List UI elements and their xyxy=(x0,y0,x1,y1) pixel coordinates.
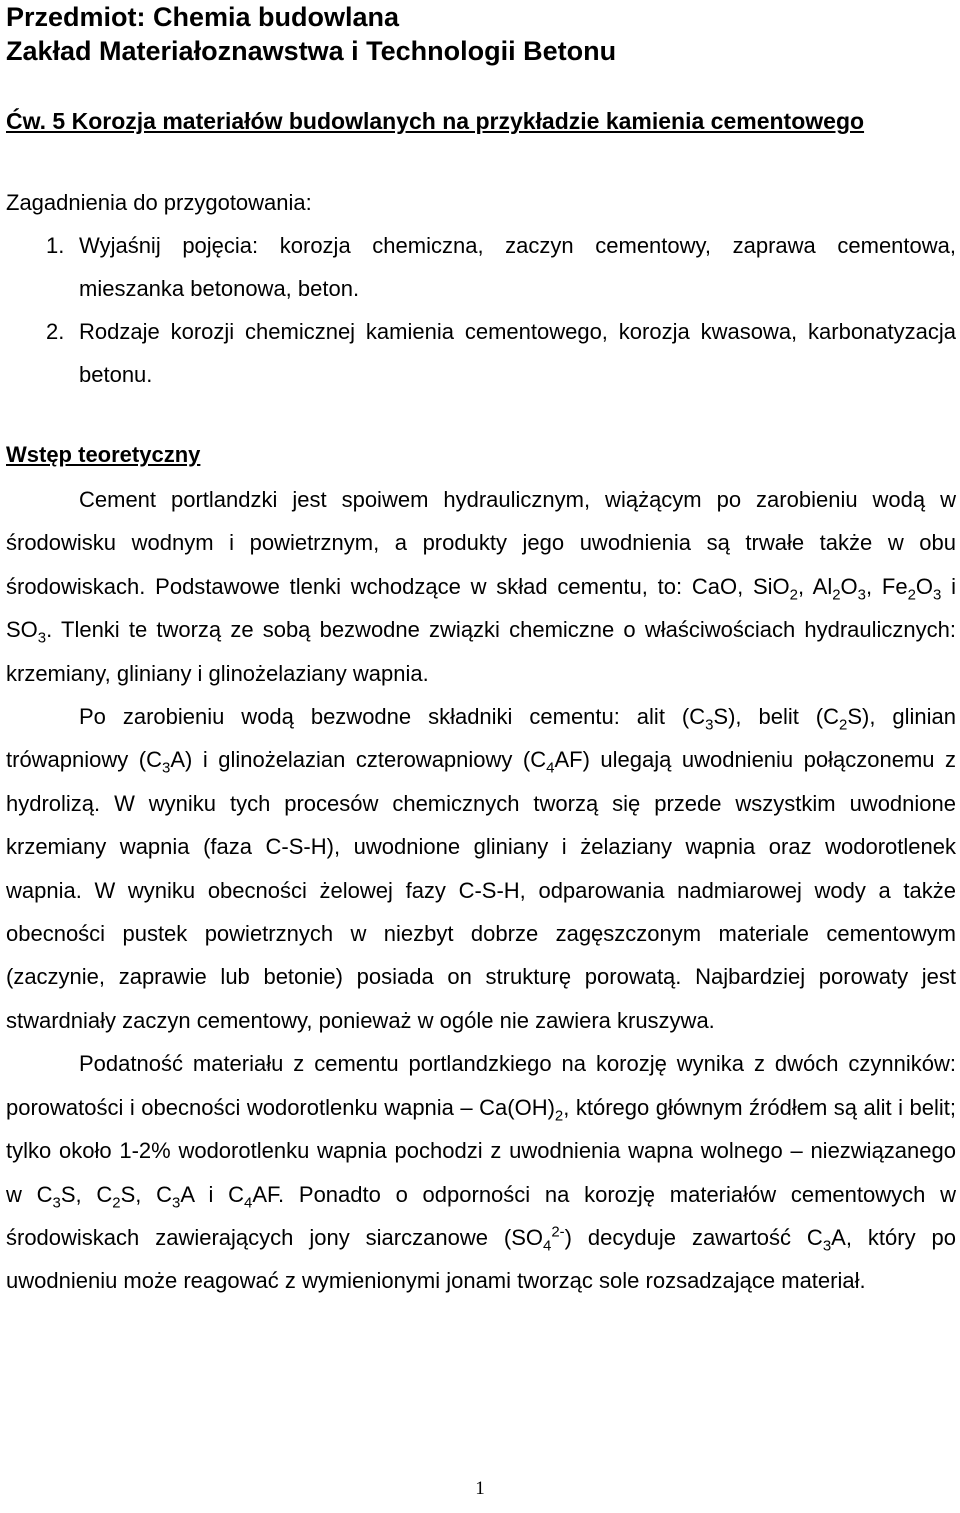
section-title: Wstęp teoretyczny xyxy=(6,442,201,467)
list-item-text: Rodzaje korozji chemicznej kamienia cementowego, korozja kwasowa, karbonatyzacja betonu. xyxy=(79,319,956,387)
department-name: Zakład Materiałoznawstwa i Technologii Betonu xyxy=(6,36,617,66)
preparation-heading: Zagadnienia do przygotowania: xyxy=(6,190,312,215)
intro-body xyxy=(6,478,956,1303)
paragraph: Cement portlandzki jest spoiwem hydraulicznym, wiążącym po zarobieniu wodą w środowisku wodnym i powietrznym, a produkty jego uwodnienia są trwałe także w obu środowiskach. Podstawowe tlenki wchodzące w skład cementu, to: CaO, SiO$_2$, $Al_2O_3$, $Fe_2O_3$ i $SO_3$. Tlenki te tworzą ze sobą bezwodne związki chemiczne o właściwościach hydraulicznych: krzemiany, gliniany i glinożelaziany wapnia. xyxy=(6,487,956,686)
subject-title: Przedmiot: Chemia budowlana xyxy=(6,2,400,32)
preparation-item xyxy=(6,224,956,310)
paragraph: Po zarobieniu wodą bezwodne składniki cementu: alit $(C_3S)$, belit $(C_2S)$, glinian trówapniowy $(C_3A)$ i glinożelazian czterowapniowy $(C_4AF)$ ulegają uwodnieniu połączonemu z hydrolizą. W wyniku tych procesów chemicznych tworzą się przede wszystkim uwodnione krzemiany wapnia (faza C-S-H), uwodnione gliniany i żelaziany wapnia oraz wodorotlenek wapnia. W wyniku obecności żelowej fazy C-S-H, odparowania nadmiarowej wody a także obecności pustek powietrznych w niezbyt dobrze zagęszczonym materiale cementowym (zaczynie, zaprawie lub betonie) posiada on strukturę porowatą. Najbardziej porowaty jest stwardniały zaczyn cementowy, ponieważ w ogóle nie zawiera kruszywa. xyxy=(6,704,957,1033)
page-number: 1 xyxy=(475,1478,485,1499)
preparation-item xyxy=(6,310,956,396)
paragraph: Podatność materiału z cementu portlandzkiego na korozję wynika z dwóch czynników: porowatości i obecności wodorotlenku wapnia – $Ca(OH)_2$, którego głównym źródłem są alit i belit; tylko około 1-2% wodorotlenku wapnia pochodzi z uwodnienia wapna wolnego – niezwiązanego w $C_3S$, $C_2S$, $C_3A$ i $C_4AF$. Ponadto o odporności na korozję materiałów cementowych w środowiskach zawierających jony siarczanowe $(SO_4^{2-})$ decyduje zawartość $C_3A$, który po uwodnieniu może reagować z wymienionymi jonami tworząc sole rozsadzające materiał. xyxy=(6,1051,956,1294)
document-header xyxy=(6,0,956,68)
document-page xyxy=(6,0,956,1303)
list-number: 2. xyxy=(46,319,65,344)
list-item-text: Wyjaśnij pojęcia: korozja chemiczna, zaczyn cementowy, zaprawa cementowa, mieszanka betonowa, beton. xyxy=(79,233,956,301)
preparation-list xyxy=(6,224,956,396)
exercise-title: Ćw. 5 Korozja materiałów budowlanych na przykładzie kamienia cementowego xyxy=(6,108,865,134)
list-number: 1. xyxy=(46,233,65,258)
